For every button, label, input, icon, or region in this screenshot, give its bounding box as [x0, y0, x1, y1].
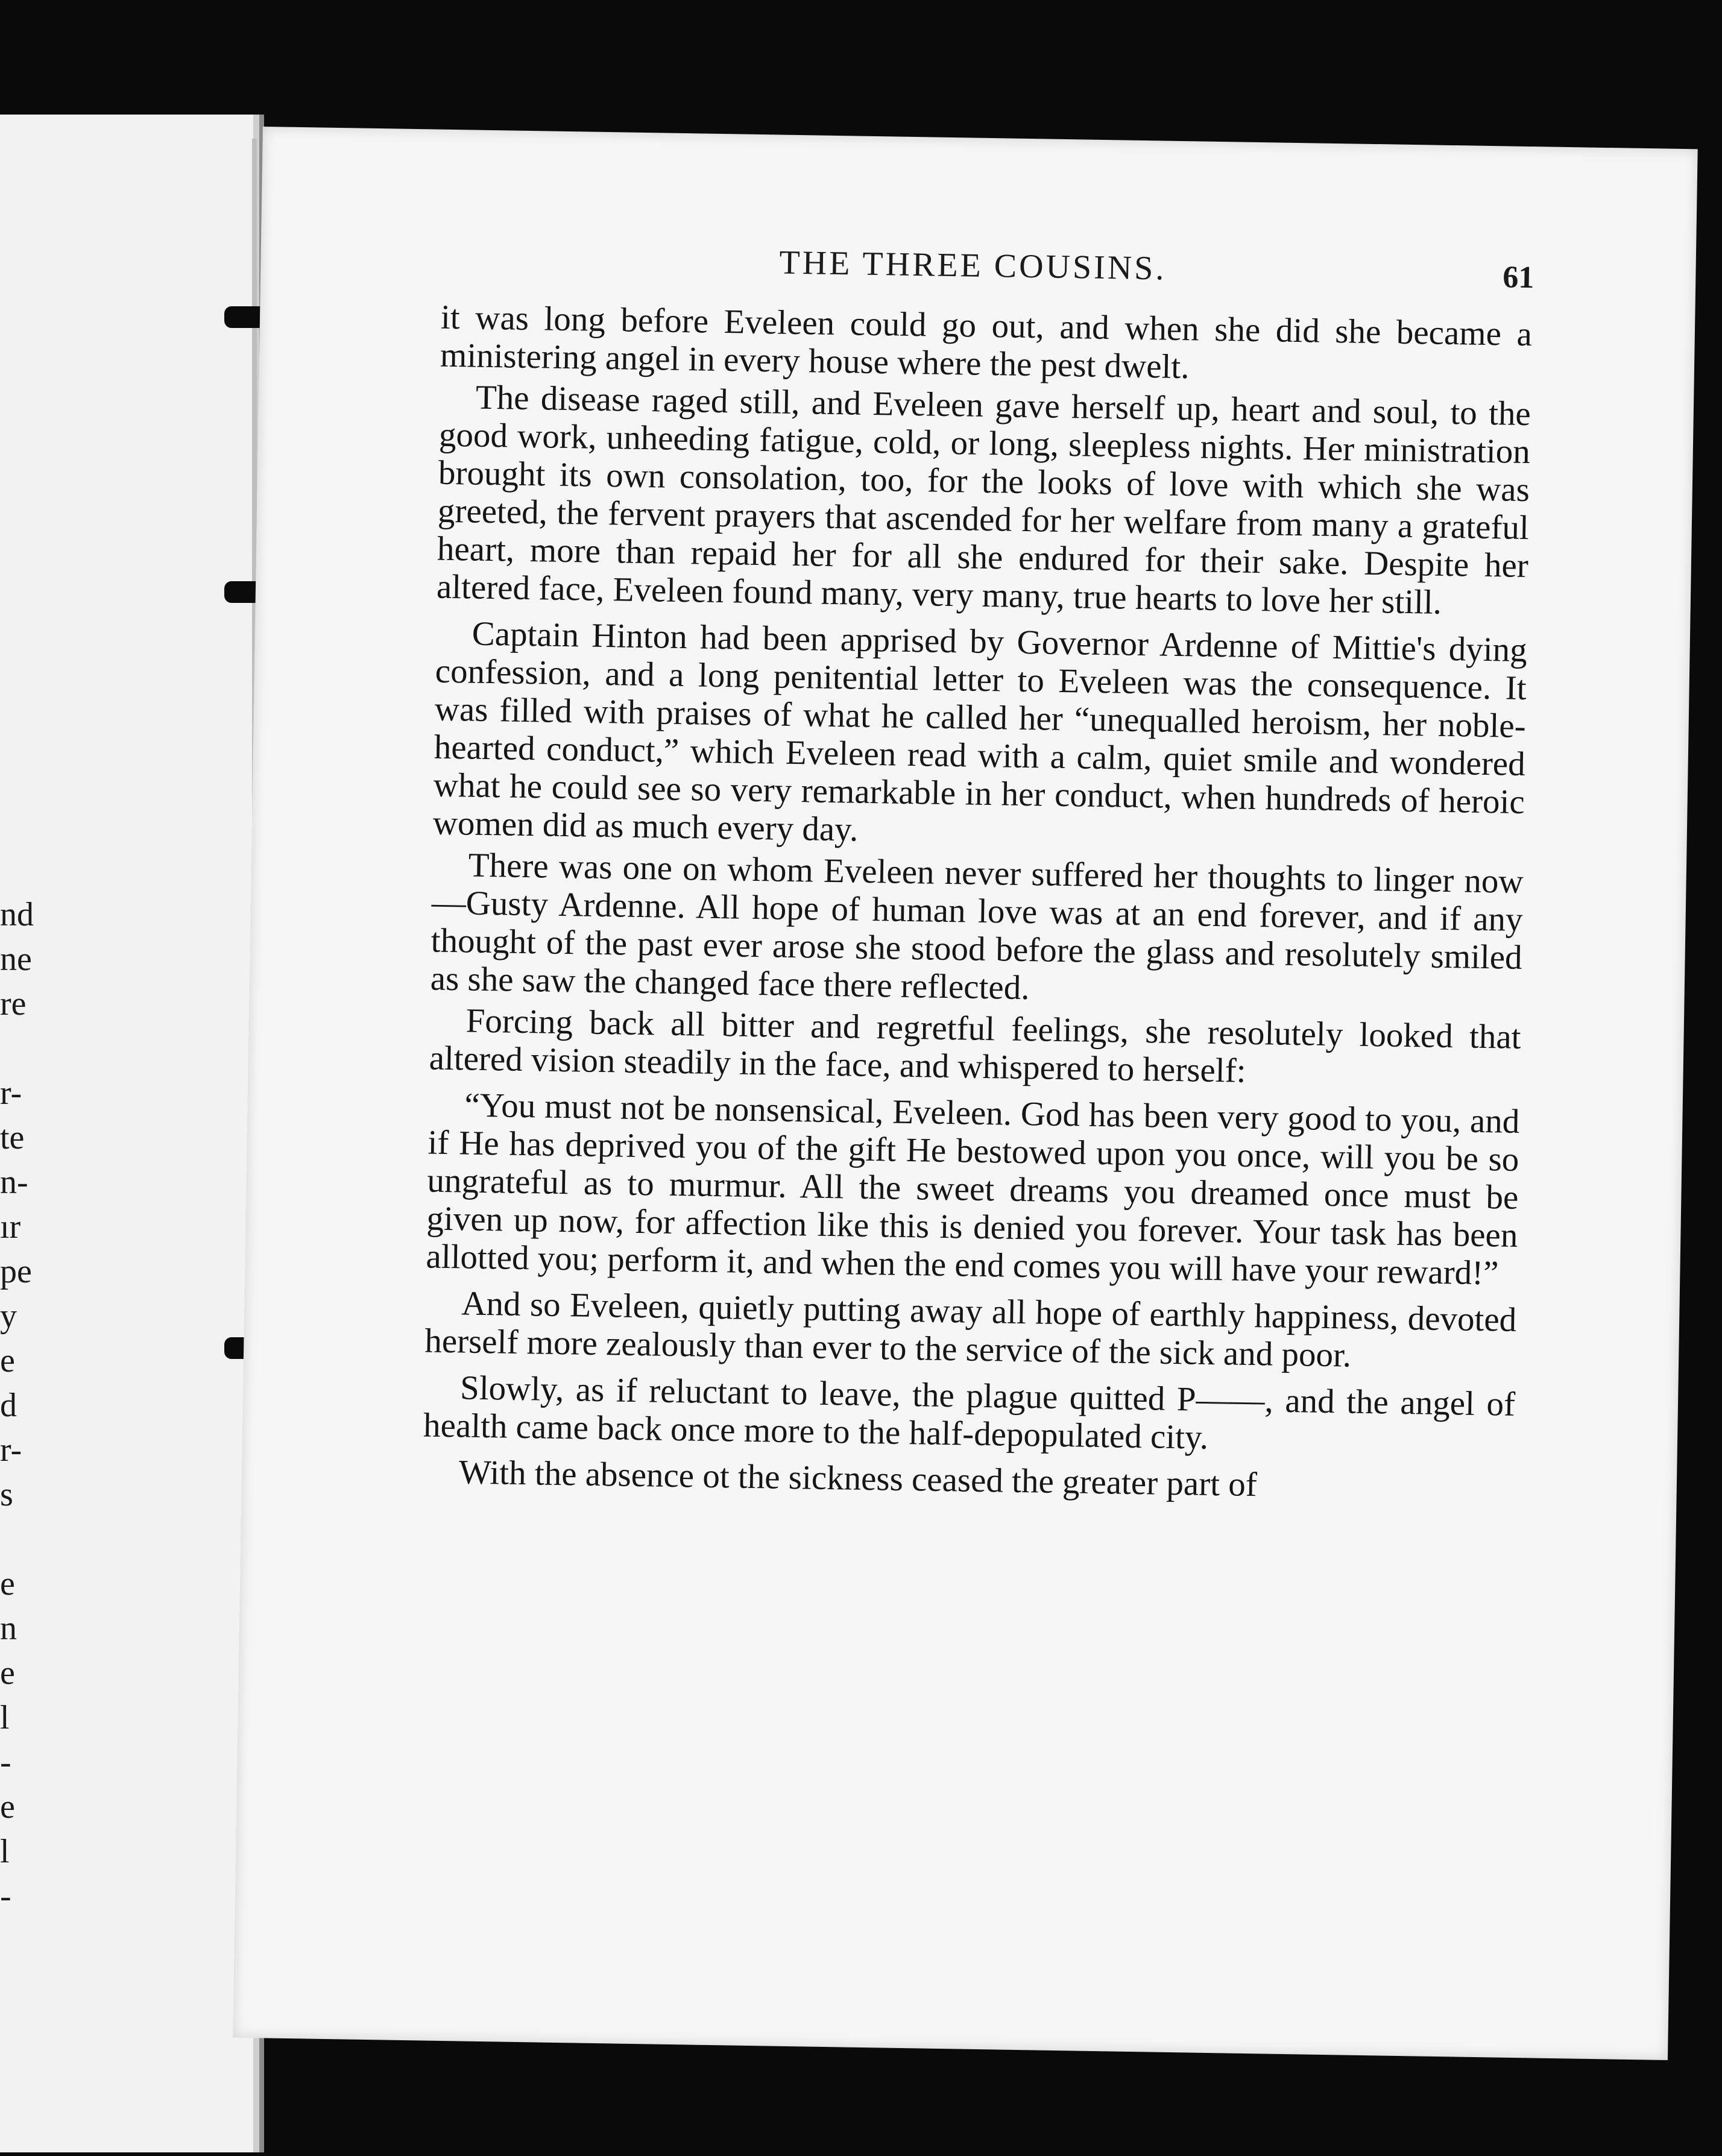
paragraph: Slowly, as if reluctant to leave, the plague quitted P——, and the angel of health came back once more to the half-depopulated city. [423, 1369, 1516, 1457]
left-fragment: y [0, 1297, 17, 1335]
left-fragment: e [0, 1342, 15, 1379]
left-fragment: n [0, 1610, 17, 1647]
paragraph: it was long before Eveleen could go out, and when she did she became a ministering angel in every house where the pest dwelt. [440, 298, 1533, 386]
left-fragment: - [0, 1877, 11, 1915]
page-number: 61 [1502, 260, 1534, 295]
left-fragment: ır [0, 1208, 21, 1246]
body-text [422, 298, 1532, 1511]
left-fragment: r- [0, 1431, 22, 1469]
paragraph: And so Eveleen, quietly putting away all hope of earthly happiness, devoted herself more zealously than ever to the service of the sick and poor. [424, 1284, 1517, 1375]
paragraph: “You must not be nonsensical, Eveleen. God has been very good to you, and if He has deprived you of the gift He bestowed upon you once, will you be so ungrateful as to murmur. All the sweet dreams you dreamed once must be given up now, for affection like this is denied you forever. Your task has been allotted you; perform it, and when the end comes you will have your reward!” [426, 1086, 1520, 1293]
left-fragment: nd [0, 896, 34, 933]
left-fragment: l [0, 1833, 10, 1870]
left-fragment: r- [0, 1074, 22, 1112]
left-fragment: l [0, 1699, 10, 1736]
paragraph: Forcing back all bitter and regretful feelings, she resolutely looked that altered vision steadily in the face, and whispered to herself: [429, 1001, 1522, 1090]
left-fragment: pe [0, 1253, 32, 1290]
paragraph: The disease raged still, and Eveleen gave herself up, heart and soul, to the good work, unheeding fatigue, cold, or long, sleepless nights. Her ministration brought its own consolation, too, for the looks of love with which she was greeted, the fervent prayers that ascended for her welfare from many a grateful heart, more than repaid her for all she endured for their sake. Despite her altered face, Eveleen found many, very many, true hearts to love her still. [436, 378, 1531, 622]
page-header [260, 235, 1696, 306]
book-page [233, 127, 1697, 2060]
left-fragment: s [0, 1476, 13, 1513]
left-fragment: d [0, 1387, 17, 1424]
left-fragment: re [0, 985, 27, 1023]
left-page-text-fragments [0, 892, 72, 1918]
left-fragment [0, 1026, 72, 1071]
left-fragment: e [0, 1654, 15, 1692]
running-title: THE THREE COUSINS. [779, 244, 1167, 288]
paragraph: Captain Hinton had been apprised by Governor Ardenne of Mittie's dying confession, and a long penitential letter to Eveleen was the consequence. It was filled with praises of what he called her “unequalled heroism, her noble-hearted conduct,” which Eveleen read with a calm, quiet smile and wondered what he could see so very remarkable in her conduct, when hundreds of heroic women did as much every day. [432, 614, 1528, 849]
left-fragment: e [0, 1565, 15, 1603]
left-fragment: ne [0, 941, 32, 978]
left-fragment [0, 1517, 72, 1562]
left-fragment: te [0, 1119, 25, 1156]
left-page [0, 115, 259, 2152]
paragraph: There was one on whom Eveleen never suffered her thoughts to linger now—Gusty Ardenne. All hope of human love was at an end forever, and if any thought of the past ever arose she stood before the glass and resolutely smiled as she saw the changed face there reflected. [430, 846, 1524, 1007]
paragraph: With the absence ot the sickness ceased the greater part of [458, 1453, 1258, 1504]
left-fragment: - [0, 1744, 11, 1781]
left-fragment: n- [0, 1164, 28, 1201]
left-fragment: e [0, 1788, 15, 1826]
